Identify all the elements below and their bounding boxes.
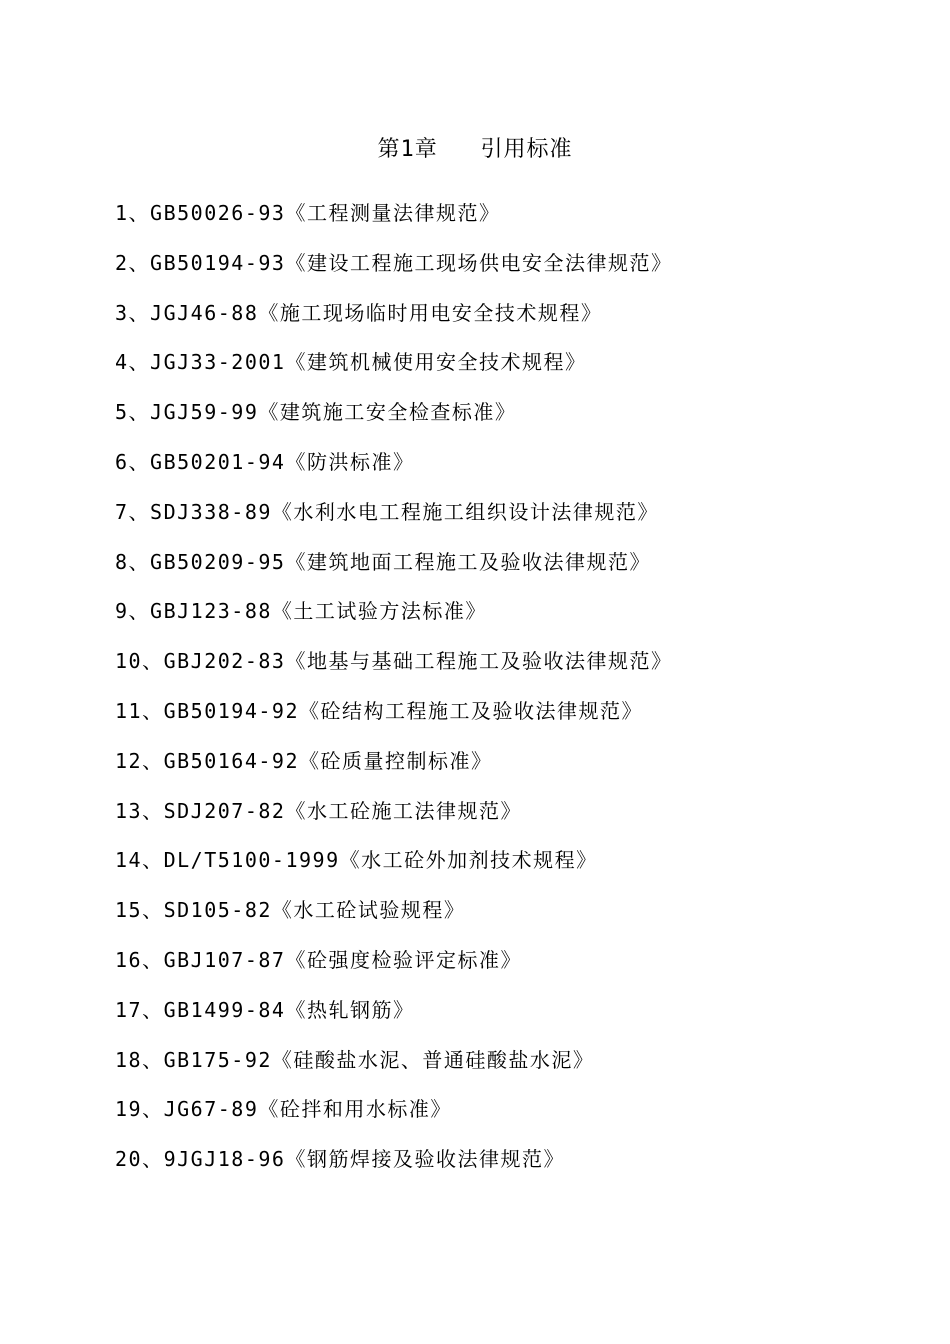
reference-item: 12、GB50164-92《砼质量控制标准》: [115, 748, 493, 773]
reference-item: 4、JGJ33-2001《建筑机械使用安全技术规程》: [115, 350, 587, 375]
reference-item: 5、JGJ59-99《建筑施工安全检查标准》: [115, 400, 517, 425]
reference-item: 8、GB50209-95《建筑地面工程施工及验收法律规范》: [115, 549, 651, 574]
reference-item: 7、SDJ338-89《水利水电工程施工组织设计法律规范》: [115, 499, 659, 524]
reference-item: 18、GB175-92《硅酸盐水泥、普通硅酸盐水泥》: [115, 1047, 595, 1072]
reference-item: 11、GB50194-92《砼结构工程施工及验收法律规范》: [115, 698, 643, 723]
reference-item: 1、GB50026-93《工程测量法律规范》: [115, 201, 501, 225]
reference-item: 3、JGJ46-88《施工现场临时用电安全技术规程》: [115, 300, 603, 325]
chapter-title: 第1章 引用标准: [377, 137, 573, 162]
reference-item: 10、GBJ202-83《地基与基础工程施工及验收法律规范》: [115, 649, 673, 674]
reference-item: 20、9JGJ18-96《钢筋焊接及验收法律规范》: [115, 1147, 565, 1172]
reference-item: 6、GB50201-94《防洪标准》: [115, 449, 415, 474]
reference-item: 9、GBJ123-88《土工试验方法标准》: [115, 599, 487, 624]
reference-item: 19、JG67-89《砼拌和用水标准》: [115, 1097, 452, 1122]
reference-item: 2、GB50194-93《建设工程施工现场供电安全法律规范》: [115, 250, 673, 275]
reference-item: 14、DL/T5100-1999《水工砼外加剂技术规程》: [115, 848, 598, 873]
reference-item: 13、SDJ207-82《水工砼施工法律规范》: [115, 798, 522, 823]
reference-list: [115, 196, 672, 1192]
reference-item: 16、GBJ107-87《砼强度检验评定标准》: [115, 947, 522, 972]
reference-item: 17、GB1499-84《热轧钢筋》: [115, 997, 415, 1022]
reference-item: 15、SD105-82《水工砼试验规程》: [115, 898, 466, 923]
